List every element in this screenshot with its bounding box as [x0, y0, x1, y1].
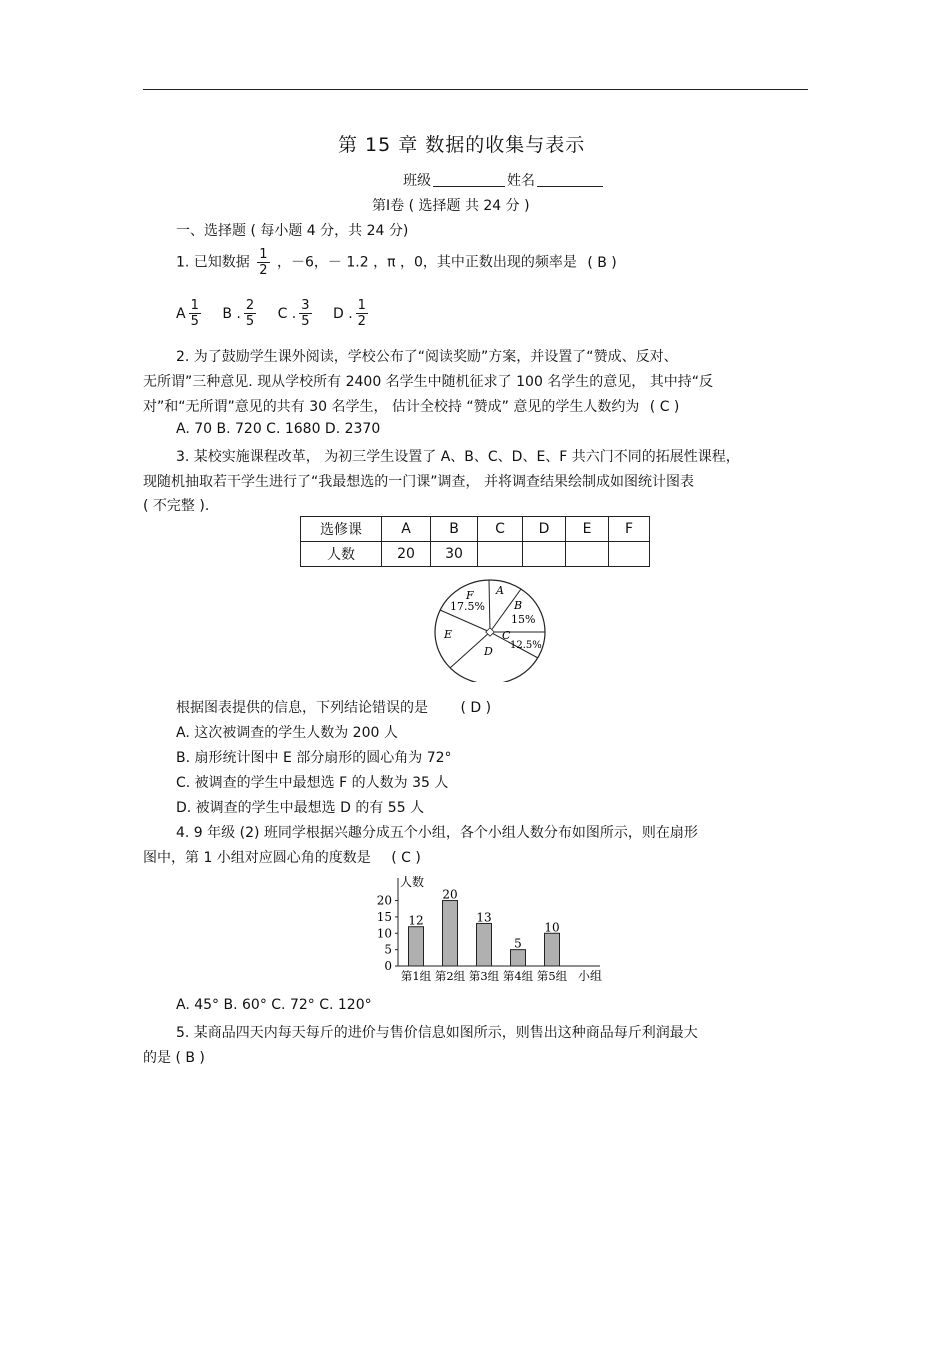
bar — [409, 927, 424, 966]
table-cell: C — [478, 517, 523, 542]
bar — [511, 950, 526, 966]
bar — [443, 901, 458, 966]
q3-option-c[interactable]: C. 被调查的学生中最想选 F 的人数为 35 人 — [176, 775, 449, 791]
table-row — [301, 517, 650, 542]
table-cell — [609, 542, 650, 567]
page-title: 第 15 章 数据的收集与表示 — [338, 134, 586, 156]
pie-label-d: D — [484, 645, 493, 658]
q1-options — [176, 298, 371, 329]
bar-value-label: 12 — [408, 913, 424, 928]
name-blank[interactable] — [537, 172, 603, 187]
q3-answer: ( D ) — [460, 700, 492, 716]
q1-rest: ，－6，－ 1.2 ，π ，0，其中正数出现的频率是 — [277, 254, 577, 271]
table-cell — [566, 542, 609, 567]
q3-line3: ( 不完整 ). — [143, 498, 210, 514]
q1-option-b[interactable]: B . $\frac{2}{5}$ — [222, 298, 255, 329]
table-cell: 人数 — [301, 542, 382, 567]
x-tick-label: 第2组 — [434, 969, 466, 983]
table-cell: D — [523, 517, 566, 542]
q3-question: 根据图表提供的信息，下列结论错误的是 ( D ) — [176, 700, 492, 716]
table-cell: 选修课 — [301, 517, 382, 542]
x-tick-label: 第1组 — [400, 969, 432, 983]
bar-value-label: 13 — [476, 910, 492, 925]
pie-divider — [489, 580, 490, 632]
y-tick-label: 10 — [376, 926, 392, 941]
q1-answer: ( B ) — [587, 254, 617, 271]
q3-option-a[interactable]: A. 这次被调查的学生人数为 200 人 — [176, 725, 398, 741]
class-label: 班级 — [403, 173, 431, 189]
q4-line2: 图中，第 1 小组对应圆心角的度数是 ( C ) — [143, 850, 421, 866]
q2-line3: 对”和“无所谓”意见的共有 30 名学生， 估计全校持 “赞成” 意见的学生人数约为 ( C ) — [143, 399, 680, 415]
q1-prefix: 1. 已知数据 — [176, 254, 250, 271]
pie-pct-c: 12.5% — [510, 640, 542, 651]
table-cell: 30 — [431, 542, 478, 567]
x-axis-label: 小组 — [578, 969, 603, 983]
pie-label-c: C — [502, 629, 511, 642]
x-tick-label: 第3组 — [468, 969, 500, 983]
q4-answer: ( C ) — [391, 850, 421, 866]
table-cell: 20 — [382, 542, 431, 567]
q2-line2: 无所谓”三种意见. 现从学校所有 2400 名学生中随机征求了 100 名学生的意见， 其中持“反 — [143, 374, 714, 390]
name-label: 姓名 — [507, 173, 535, 189]
q2-answer: ( C ) — [649, 399, 680, 415]
q1-option-a[interactable]: A $\frac{1}{5}$ — [176, 298, 199, 329]
q1-stem — [176, 247, 617, 278]
bar — [545, 933, 560, 966]
pie-label-a: A — [496, 584, 504, 597]
x-tick-label: 第4组 — [502, 969, 534, 983]
table-cell — [523, 542, 566, 567]
q3-option-b[interactable]: B. 扇形统计图中 E 部分扇形的圆心角为 72° — [176, 750, 452, 766]
y-tick-label: 15 — [376, 909, 392, 924]
pie-chart — [432, 572, 550, 682]
pie-pct-f: 17.5% — [450, 600, 485, 613]
pie-label-f: F — [466, 589, 474, 602]
q3-line1: 3. 某校实施课程改革， 为初三学生设置了 A、B、C、D、E、F 共六门不同的拓展性课程， — [176, 449, 740, 465]
q2-line1: 2. 为了鼓励学生课外阅读，学校公布了“阅读奖励”方案，并设置了“赞成、反对、 — [176, 349, 678, 365]
class-name-line — [403, 170, 605, 190]
q1-fraction: $\frac{1}{2}$ — [259, 247, 268, 278]
pie-label-e: E — [444, 628, 453, 641]
bar-value-label: 5 — [514, 936, 522, 951]
pie-label-b: B — [514, 599, 523, 612]
section-heading: 一、选择题 ( 每小题 4 分，共 24 分) — [176, 223, 409, 239]
table-cell — [478, 542, 523, 567]
q1-option-c[interactable]: C . $\frac{3}{5}$ — [277, 298, 310, 329]
q3-option-d[interactable]: D. 被调查的学生中最想选 D 的有 55 人 — [176, 800, 425, 816]
course-table — [300, 516, 650, 567]
top-rule — [143, 89, 808, 90]
table-cell: E — [566, 517, 609, 542]
bar-value-label: 20 — [442, 887, 458, 902]
q3-line2: 现随机抽取若干学生进行了“我最想选的一门课”调查， 并将调查结果绘制成如图统计图表 — [143, 474, 694, 490]
q5-line1: 5. 某商品四天内每天每斤的进价与售价信息如图所示，则售出这种商品每斤利润最大 — [176, 1025, 698, 1041]
y-tick-label: 0 — [384, 959, 392, 973]
q4-line1: 4. 9 年级 (2) 班同学根据兴趣分成五个小组，各个小组人数分布如图所示，则在扇形 — [176, 825, 698, 841]
table-row — [301, 542, 650, 567]
pie-pct-b: 15% — [511, 613, 536, 626]
table-cell: B — [431, 517, 478, 542]
y-axis-label: 人数 — [400, 875, 425, 889]
table-cell: F — [609, 517, 650, 542]
class-blank[interactable] — [433, 172, 505, 187]
y-tick-label: 5 — [384, 942, 392, 957]
y-tick-label: 20 — [376, 893, 392, 908]
q4-options[interactable]: A. 45° B. 60° C. 72° C. 120° — [176, 997, 372, 1013]
bar-value-label: 10 — [544, 920, 560, 935]
q5-line2: 的是 ( B ) — [143, 1050, 205, 1066]
volume-heading: 第Ⅰ卷 ( 选择题 共 24 分 ) — [372, 198, 530, 214]
q2-options[interactable]: A. 70 B. 720 C. 1680 D. 2370 — [176, 421, 381, 437]
q1-option-d[interactable]: D . $\frac{1}{2}$ — [332, 298, 366, 329]
bar-chart — [370, 872, 610, 984]
x-tick-label: 第5组 — [536, 969, 568, 983]
bar — [477, 923, 492, 966]
table-cell: A — [382, 517, 431, 542]
